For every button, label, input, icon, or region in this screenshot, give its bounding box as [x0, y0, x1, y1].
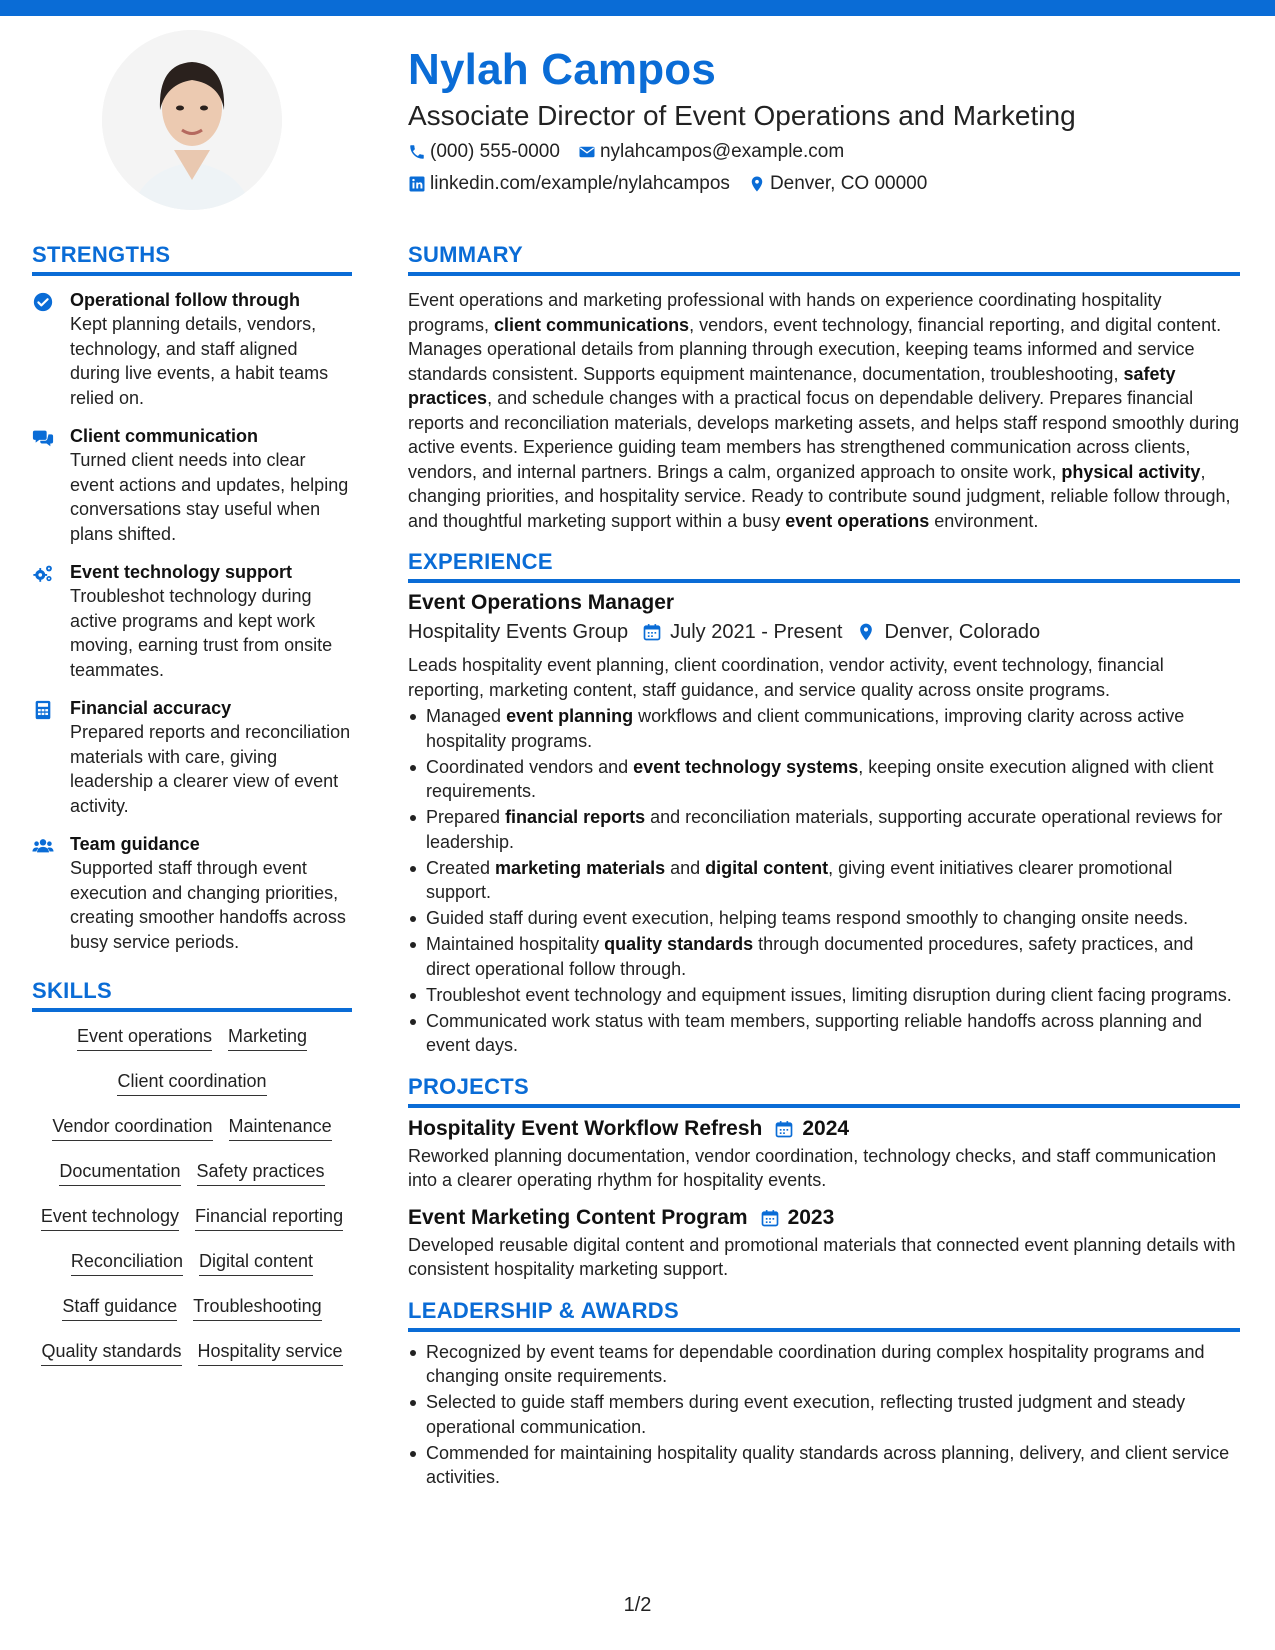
section-divider — [32, 272, 352, 276]
right-column — [408, 240, 1240, 1491]
bullet-text: through documented procedures, safety practices, and direct operational follow through. — [426, 934, 1194, 979]
bullet-text: Coordinated vendors and — [426, 756, 634, 777]
calculator-icon — [32, 699, 58, 721]
list-item: Commended for maintaining hospitality quality standards across planning, delivery, and client service activities. — [408, 1441, 1240, 1490]
skill-tag: Marketing — [228, 1024, 307, 1051]
calendar-icon — [774, 1119, 794, 1139]
skill-tag: Troubleshooting — [193, 1294, 321, 1321]
profile-photo — [102, 30, 282, 210]
list-item — [408, 755, 1240, 804]
section-divider — [408, 579, 1240, 583]
list-item — [408, 805, 1240, 854]
summary-part: , and schedule changes with a practical focus on dependable delivery. Prepares financial reports and reconciliation materials, develops marketing assets, and helps staff respond smoothly during active events. Experience guiding team members has strengthened communication across clients, vendors, and internal partners. Brings a calm, organized approach to onsite work, — [408, 388, 1240, 482]
section-divider — [408, 1328, 1240, 1332]
chat-bubbles-icon — [32, 427, 58, 449]
leadership-bullets — [408, 1340, 1240, 1490]
job-dates — [642, 617, 842, 647]
summary-keyword: client communications — [494, 314, 690, 335]
bullet-keyword: quality standards — [604, 934, 754, 954]
list-item — [408, 1009, 1240, 1058]
envelope-icon — [578, 143, 596, 161]
map-pin-icon — [748, 175, 766, 193]
bullet-keyword: event technology systems — [633, 756, 859, 777]
map-pin-icon — [856, 622, 876, 642]
phone-number: (000) 555-0000 — [430, 141, 560, 162]
project-year: 2024 — [802, 1116, 850, 1140]
summary-text — [408, 288, 1240, 533]
strength-name: Team guidance — [70, 834, 200, 854]
project-header — [408, 1203, 1240, 1233]
skills-list — [32, 1024, 352, 1384]
summary-part: , changing priorities, and hospitality service. Ready to contribute sound judgment, reliable follow through, and thoughtful marketing support within a busy — [408, 461, 1231, 531]
email-address[interactable]: nylahcampos@example.com — [599, 141, 845, 162]
location-text: Denver, CO 00000 — [769, 173, 928, 194]
strength-name: Client communication — [70, 426, 259, 446]
summary-part: , vendors, event technology, financial reporting, and digital content. Manages operational details from planning through execution, keeping teams informed and service standards consistent. Supports equipment maintenance, documentation, troubleshooting, — [408, 314, 1222, 384]
project-name: Event Marketing Content Program — [408, 1205, 748, 1229]
bullet-text: Created — [426, 857, 496, 878]
candidate-title: Associate Director of Event Operations and Marketing — [408, 100, 1076, 131]
project-date — [760, 1203, 835, 1233]
bullet-text: Guided staff during event execution, helping teams respond smoothly to changing onsite needs. — [426, 908, 1189, 928]
strength-item — [32, 832, 352, 954]
company-name: Hospitality Events Group — [408, 621, 629, 643]
job-intro: Leads hospitality event planning, client coordination, vendor activity, event technology, financial reporting, marketing content, staff guidance, and service quality across onsite programs. — [408, 655, 1164, 700]
bullet-keyword: digital content — [705, 857, 829, 878]
linkedin-url[interactable]: linkedin.com/example/nylahcampos — [430, 173, 730, 194]
project-name: Hospitality Event Workflow Refresh — [408, 1116, 763, 1140]
list-item — [408, 856, 1240, 905]
strength-name: Financial accuracy — [70, 698, 232, 718]
skill-tag: Client coordination — [117, 1069, 266, 1096]
bullet-text: and — [665, 857, 706, 878]
bullet-keyword: event planning — [506, 706, 634, 726]
skill-tag: Quality standards — [41, 1339, 181, 1366]
skill-tag: Vendor coordination — [52, 1114, 212, 1141]
linkedin-icon — [408, 175, 426, 193]
email-contact[interactable] — [578, 138, 844, 166]
strengths-heading: STRENGTHS — [32, 242, 171, 267]
calendar-icon — [760, 1208, 780, 1228]
list-item: Recognized by event teams for dependable coordination during complex hospitality programs and changing onsite requirements. — [408, 1340, 1240, 1389]
strength-description: Turned client needs into clear event actions and updates, helping conversations stay useful when plans shifted. — [70, 450, 349, 544]
skill-tag: Event technology — [41, 1204, 179, 1231]
projects-heading: PROJECTS — [408, 1073, 529, 1099]
phone-contact — [408, 138, 560, 166]
check-circle-icon — [32, 291, 58, 313]
candidate-name: Nylah Campos — [408, 45, 717, 94]
summary-keyword: physical activity — [1061, 461, 1201, 482]
job-dates-text: July 2021 - Present — [670, 621, 843, 643]
bullet-text: Maintained hospitality — [426, 934, 605, 954]
skill-tag: Reconciliation — [71, 1249, 183, 1276]
linkedin-contact[interactable] — [408, 170, 730, 198]
job-location — [856, 617, 1040, 647]
strength-item — [32, 696, 352, 818]
list-item: Selected to guide staff members during event execution, reflecting trusted judgment and steady operational communication. — [408, 1390, 1240, 1439]
bullet-text: Managed — [426, 706, 507, 726]
list-item — [408, 932, 1240, 981]
strength-name: Event technology support — [70, 562, 293, 582]
job-meta — [408, 617, 1240, 647]
location-contact — [748, 170, 927, 198]
list-item — [408, 983, 1240, 1008]
strength-description: Troubleshot technology during active programs and kept work moving, earning trust from onsite teammates. — [70, 586, 333, 680]
summary-part: Event operations and marketing professional with hands on experience coordinating hospitality programs, — [408, 290, 1162, 335]
skill-tag: Documentation — [59, 1159, 180, 1186]
section-divider — [32, 1008, 352, 1012]
skill-tag: Maintenance — [229, 1114, 332, 1141]
left-column — [32, 240, 352, 1384]
project-year: 2023 — [787, 1205, 835, 1229]
calendar-icon — [642, 622, 662, 642]
project-description: Reworked planning documentation, vendor coordination, technology checks, and staff communication into a clearer operating rhythm for hospitality events. — [408, 1145, 1217, 1190]
project-date — [774, 1114, 849, 1144]
project-description: Developed reusable digital content and promotional materials that connected event planning details with consistent hospitality marketing support. — [408, 1234, 1236, 1279]
bullet-text: , keeping onsite execution aligned with client requirements. — [426, 756, 1214, 801]
gears-icon — [32, 563, 58, 585]
leadership-heading: LEADERSHIP & AWARDS — [408, 1297, 679, 1323]
skill-tag: Staff guidance — [62, 1294, 177, 1321]
skill-tag: Event operations — [77, 1024, 212, 1051]
list-item — [408, 906, 1240, 931]
top-accent-bar — [0, 0, 1275, 16]
summary-part: environment. — [929, 510, 1039, 531]
strength-item — [32, 288, 352, 410]
strength-item — [32, 424, 352, 546]
bullet-text: workflows and client communications, improving clarity across active hospitality programs. — [426, 706, 1185, 751]
experience-bullets — [408, 704, 1240, 1058]
summary-keyword: event operations — [785, 510, 930, 531]
users-icon — [32, 835, 58, 857]
contact-row-2 — [408, 170, 1248, 198]
experience-heading: EXPERIENCE — [408, 549, 553, 574]
strength-name: Operational follow through — [70, 290, 300, 310]
bullet-text: Troubleshot event technology and equipment issues, limiting disruption during client facing programs. — [426, 984, 1232, 1005]
strength-description: Kept planning details, vendors, technology, and staff aligned during live events, a habit teams relied on. — [70, 314, 329, 408]
project-header — [408, 1114, 1240, 1144]
bullet-text: , giving event initiatives clearer promotional support. — [426, 857, 1173, 902]
resume-header — [408, 44, 1248, 198]
skill-tag: Safety practices — [197, 1159, 325, 1186]
strength-item — [32, 560, 352, 682]
phone-icon — [408, 143, 426, 161]
summary-keyword: safety practices — [408, 363, 1176, 408]
bullet-keyword: marketing materials — [495, 857, 666, 878]
job-title: Event Operations Manager — [408, 591, 675, 614]
bullet-text: Communicated work status with team members, supporting reliable handoffs across planning and event days. — [426, 1010, 1203, 1055]
list-item — [408, 704, 1240, 753]
bullet-text: Prepared — [426, 807, 506, 827]
section-divider — [408, 272, 1240, 276]
page-number: 1/2 — [623, 1594, 652, 1616]
summary-heading: SUMMARY — [408, 242, 523, 267]
strength-description: Supported staff through event execution and changing priorities, creating smoother handoffs across busy service periods. — [70, 858, 346, 952]
skill-tag: Digital content — [199, 1249, 313, 1276]
skills-heading: SKILLS — [32, 978, 113, 1003]
strength-description: Prepared reports and reconciliation materials with care, giving leadership a clearer view of event activity. — [70, 722, 351, 816]
skill-tag: Hospitality service — [198, 1339, 343, 1366]
bullet-text: and reconciliation materials, supporting accurate operational reviews for leadership. — [426, 807, 1223, 852]
job-location-text: Denver, Colorado — [884, 621, 1041, 643]
section-divider — [408, 1104, 1240, 1108]
contact-row-1 — [408, 138, 1248, 166]
bullet-keyword: financial reports — [505, 807, 646, 827]
skill-tag: Financial reporting — [195, 1204, 343, 1231]
